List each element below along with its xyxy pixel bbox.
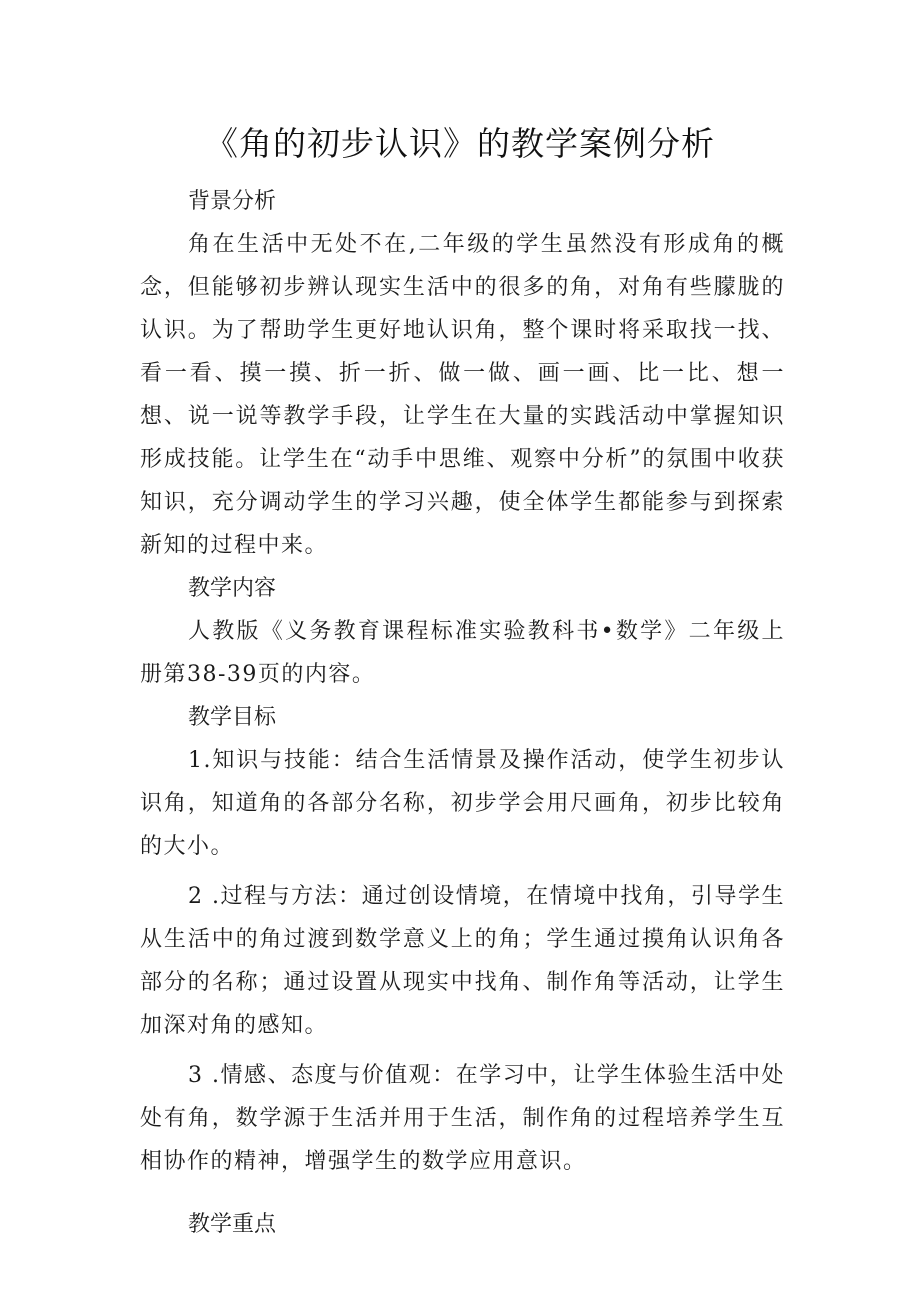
objective-item-3: 3 .情感、态度与价值观：在学习中，让学生体验生活中处处有角，数学源于生活并用于生活，制作角的过程培养学生互相协作的精神，增强学生的数学应用意识。 [140,1063,785,1174]
background-paragraph: 角在生活中无处不在,二年级的学生虽然没有形成角的概念，但能够初步辨认现实生活中的很多的角，对角有些朦胧的认识。为了帮助学生更好地认识角，整个课时将采取找一找、看一看、摸一摸、折一折、做一做、画一画、比一比、想一想、说一说等教学手段，让学生在大量的实践活动中掌握知识形成技能。让学生在“动手中思维、观察中分析”的氛围中收获知识，充分调动学生的学习兴趣，使全体学生都能参与到探索新知的过程中来。 [140,232,785,558]
section-heading-content: 教学内容 [188,576,277,601]
document-title: 《角的初步认识》的教学案例分析 [205,124,715,163]
objective-item-2: 2 .过程与方法：通过创设情境，在情境中找角，引导学生从生活中的角过渡到数学意义上的角；学生通过摸角认识角各部分的名称；通过设置从现实中找角、制作角等活动，让学生加深对角的感知。 [140,884,785,1038]
document-body [140,180,785,1246]
content-paragraph: 人教版《义务教育课程标准实验教科书•数学》二年级上册第38-39页的内容。 [140,619,785,687]
section-heading-key-points: 教学重点 [188,1212,277,1237]
objective-item-1: 1.知识与技能：结合生活情景及操作活动，使学生初步认识角，知道角的各部分名称，初步学会用尺画角，初步比较角的大小。 [140,748,785,859]
section-heading-objectives: 教学目标 [188,705,277,730]
section-heading-background: 背景分析 [188,189,277,214]
